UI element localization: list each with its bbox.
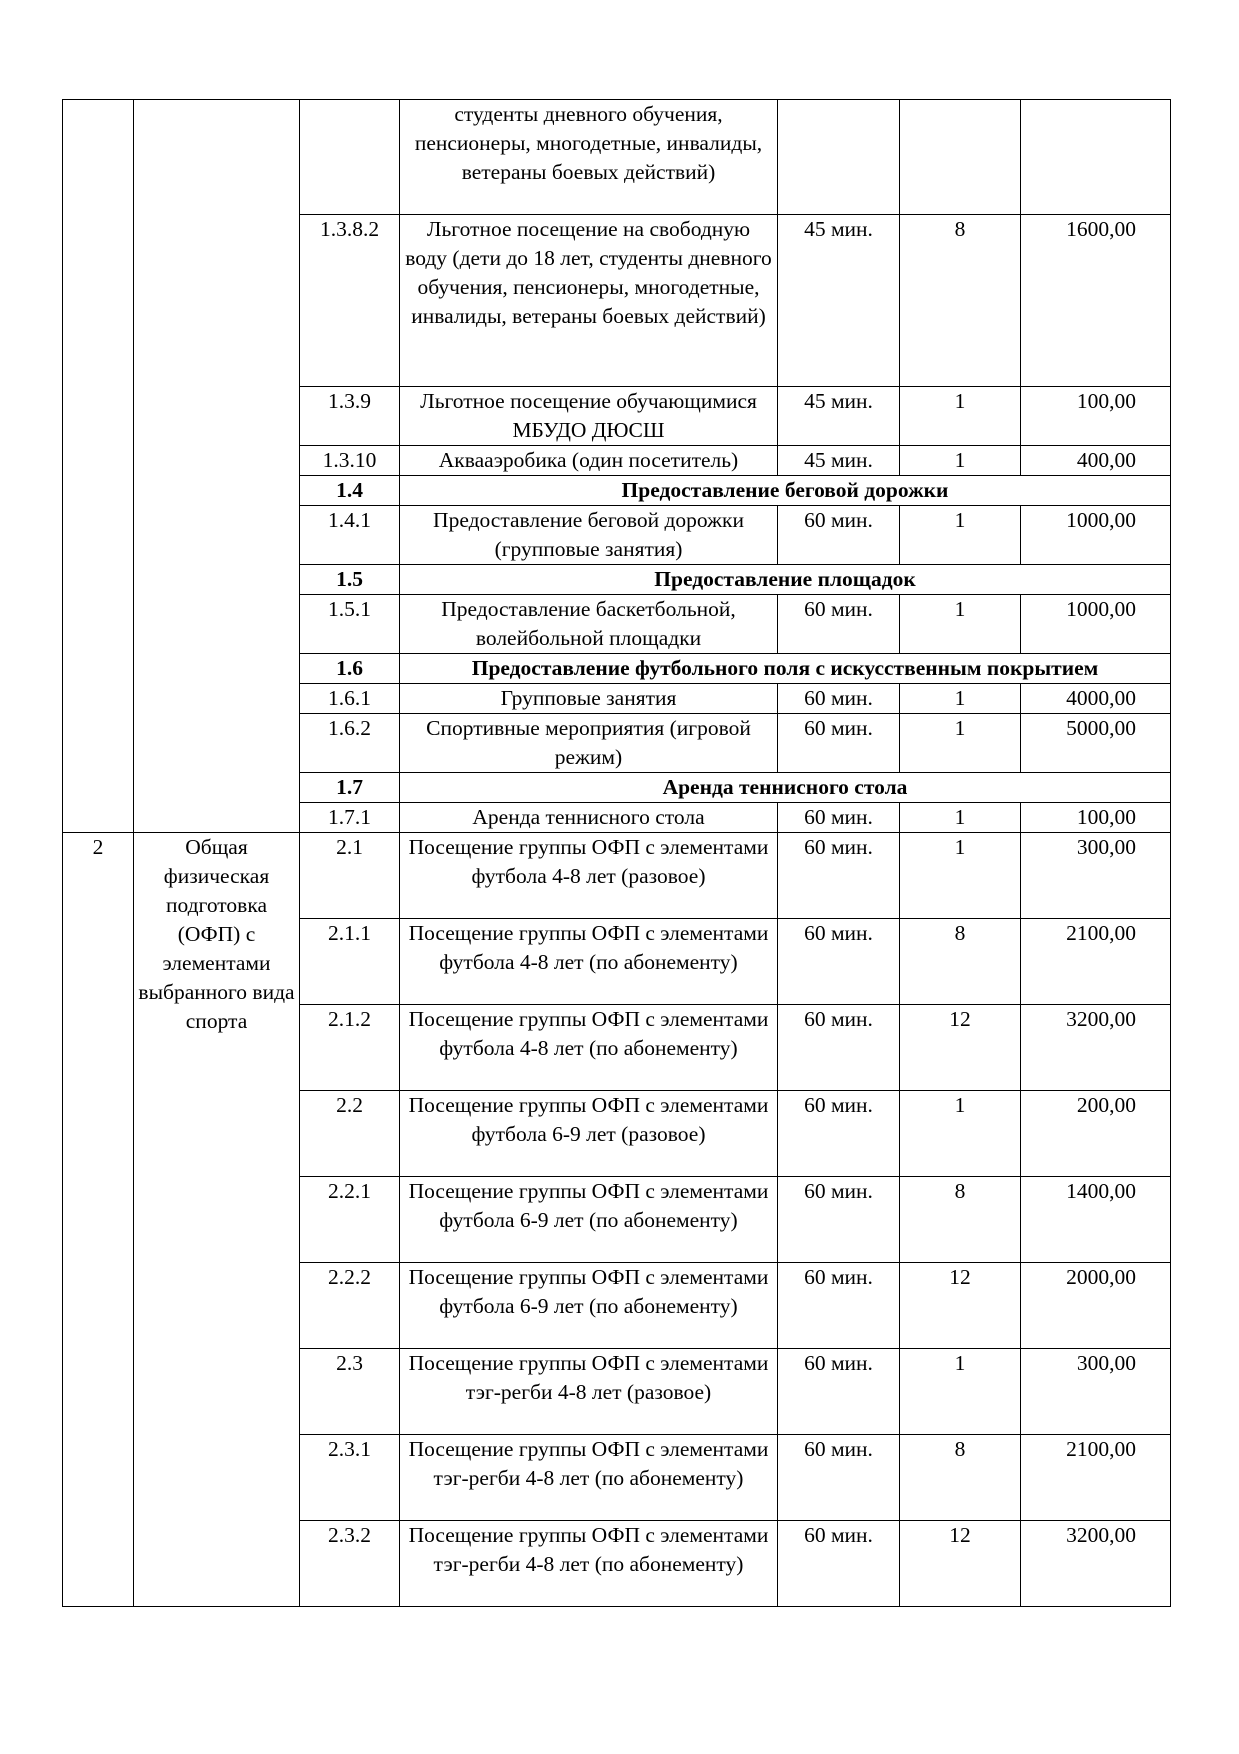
code-cell: 1.6.1 bbox=[300, 684, 400, 714]
duration-cell: 45 мин. bbox=[778, 387, 900, 446]
service-cell: Посещение группы ОФП с элементами футбола 4-8 лет (по абонементу) bbox=[400, 919, 778, 1005]
visits-cell: 1 bbox=[900, 387, 1021, 446]
table-row bbox=[63, 100, 1171, 215]
price-cell: 200,00 bbox=[1021, 1091, 1171, 1177]
code-cell: 2.2 bbox=[300, 1091, 400, 1177]
price-cell: 400,00 bbox=[1021, 446, 1171, 476]
service-cell: Предоставление баскетбольной, волейбольной площадки bbox=[400, 595, 778, 654]
section-code-cell: 1.5 bbox=[300, 565, 400, 595]
service-cell: Посещение группы ОФП с элементами футбола 4-8 лет (разовое) bbox=[400, 833, 778, 919]
service-cell: Посещение группы ОФП с элементами тэг-регби 4-8 лет (по абонементу) bbox=[400, 1521, 778, 1607]
service-cell: Посещение группы ОФП с элементами тэг-регби 4-8 лет (разовое) bbox=[400, 1349, 778, 1435]
duration-cell: 60 мин. bbox=[778, 1091, 900, 1177]
visits-cell: 1 bbox=[900, 803, 1021, 833]
visits-cell: 8 bbox=[900, 1177, 1021, 1263]
price-cell bbox=[1021, 100, 1171, 215]
price-cell: 300,00 bbox=[1021, 833, 1171, 919]
visits-cell: 12 bbox=[900, 1263, 1021, 1349]
service-cell: Льготное посещение на свободную воду (дети до 18 лет, студенты дневного обучения, пенсионеры, многодетные, инвалиды, ветераны боевых действий) bbox=[400, 215, 778, 387]
service-cell: Посещение группы ОФП с элементами футбола 6-9 лет (разовое) bbox=[400, 1091, 778, 1177]
code-cell: 1.3.10 bbox=[300, 446, 400, 476]
section-title-cell: Аренда теннисного стола bbox=[400, 773, 1171, 803]
price-cell: 3200,00 bbox=[1021, 1521, 1171, 1607]
duration-cell: 60 мин. bbox=[778, 1435, 900, 1521]
service-cell: Предоставление беговой дорожки (групповые занятия) bbox=[400, 506, 778, 565]
price-cell: 4000,00 bbox=[1021, 684, 1171, 714]
duration-cell: 60 мин. bbox=[778, 1263, 900, 1349]
service-cell: Аренда теннисного стола bbox=[400, 803, 778, 833]
duration-cell: 60 мин. bbox=[778, 1349, 900, 1435]
visits-cell: 1 bbox=[900, 684, 1021, 714]
price-cell: 1000,00 bbox=[1021, 595, 1171, 654]
duration-cell: 60 мин. bbox=[778, 1521, 900, 1607]
group-name-cell bbox=[134, 100, 300, 833]
visits-cell: 8 bbox=[900, 919, 1021, 1005]
visits-cell: 1 bbox=[900, 1091, 1021, 1177]
service-cell: Посещение группы ОФП с элементами тэг-регби 4-8 лет (по абонементу) bbox=[400, 1435, 778, 1521]
service-cell: Льготное посещение обучающимися МБУДО ДЮСШ bbox=[400, 387, 778, 446]
service-cell: Посещение группы ОФП с элементами футбола 4-8 лет (по абонементу) bbox=[400, 1005, 778, 1091]
code-cell: 1.5.1 bbox=[300, 595, 400, 654]
visits-cell: 12 bbox=[900, 1521, 1021, 1607]
code-cell: 2.2.2 bbox=[300, 1263, 400, 1349]
group-number-cell bbox=[63, 100, 134, 833]
price-cell: 1400,00 bbox=[1021, 1177, 1171, 1263]
duration-cell: 60 мин. bbox=[778, 803, 900, 833]
visits-cell: 1 bbox=[900, 714, 1021, 773]
duration-cell: 60 мин. bbox=[778, 714, 900, 773]
code-cell: 2.1.2 bbox=[300, 1005, 400, 1091]
service-cell: Спортивные мероприятия (игровой режим) bbox=[400, 714, 778, 773]
price-cell: 300,00 bbox=[1021, 1349, 1171, 1435]
duration-cell: 60 мин. bbox=[778, 595, 900, 654]
code-cell: 1.4.1 bbox=[300, 506, 400, 565]
code-cell: 1.6.2 bbox=[300, 714, 400, 773]
code-cell: 2.2.1 bbox=[300, 1177, 400, 1263]
service-cell: Посещение группы ОФП с элементами футбола 6-9 лет (по абонементу) bbox=[400, 1263, 778, 1349]
service-cell: Посещение группы ОФП с элементами футбола 6-9 лет (по абонементу) bbox=[400, 1177, 778, 1263]
price-cell: 2000,00 bbox=[1021, 1263, 1171, 1349]
section-title-cell: Предоставление беговой дорожки bbox=[400, 476, 1171, 506]
duration-cell: 60 мин. bbox=[778, 506, 900, 565]
price-cell: 100,00 bbox=[1021, 387, 1171, 446]
visits-cell bbox=[900, 100, 1021, 215]
duration-cell bbox=[778, 100, 900, 215]
duration-cell: 60 мин. bbox=[778, 1177, 900, 1263]
section-code-cell: 1.4 bbox=[300, 476, 400, 506]
price-cell: 100,00 bbox=[1021, 803, 1171, 833]
price-cell: 1000,00 bbox=[1021, 506, 1171, 565]
section-code-cell: 1.7 bbox=[300, 773, 400, 803]
duration-cell: 45 мин. bbox=[778, 446, 900, 476]
group-name-cell: Общая физическая подготовка (ОФП) с элементами выбранного вида спорта bbox=[134, 833, 300, 1607]
code-cell bbox=[300, 100, 400, 215]
visits-cell: 1 bbox=[900, 506, 1021, 565]
code-cell: 2.3.2 bbox=[300, 1521, 400, 1607]
code-cell: 2.3 bbox=[300, 1349, 400, 1435]
price-cell: 2100,00 bbox=[1021, 919, 1171, 1005]
service-cell: студенты дневного обучения, пенсионеры, многодетные, инвалиды, ветераны боевых действий) bbox=[400, 100, 778, 215]
duration-cell: 60 мин. bbox=[778, 1005, 900, 1091]
duration-cell: 45 мин. bbox=[778, 215, 900, 387]
code-cell: 1.7.1 bbox=[300, 803, 400, 833]
visits-cell: 1 bbox=[900, 1349, 1021, 1435]
code-cell: 1.3.9 bbox=[300, 387, 400, 446]
price-cell: 5000,00 bbox=[1021, 714, 1171, 773]
service-cell: Аквааэробика (один посетитель) bbox=[400, 446, 778, 476]
price-table bbox=[62, 99, 1171, 1607]
duration-cell: 60 мин. bbox=[778, 919, 900, 1005]
duration-cell: 60 мин. bbox=[778, 833, 900, 919]
price-cell: 2100,00 bbox=[1021, 1435, 1171, 1521]
duration-cell: 60 мин. bbox=[778, 684, 900, 714]
visits-cell: 12 bbox=[900, 1005, 1021, 1091]
visits-cell: 8 bbox=[900, 215, 1021, 387]
code-cell: 2.3.1 bbox=[300, 1435, 400, 1521]
code-cell: 2.1 bbox=[300, 833, 400, 919]
section-code-cell: 1.6 bbox=[300, 654, 400, 684]
section-title-cell: Предоставление футбольного поля с искусственным покрытием bbox=[400, 654, 1171, 684]
price-cell: 3200,00 bbox=[1021, 1005, 1171, 1091]
visits-cell: 1 bbox=[900, 595, 1021, 654]
table-row bbox=[63, 833, 1171, 919]
visits-cell: 1 bbox=[900, 446, 1021, 476]
code-cell: 2.1.1 bbox=[300, 919, 400, 1005]
visits-cell: 1 bbox=[900, 833, 1021, 919]
price-cell: 1600,00 bbox=[1021, 215, 1171, 387]
section-title-cell: Предоставление площадок bbox=[400, 565, 1171, 595]
group-number-cell: 2 bbox=[63, 833, 134, 1607]
code-cell: 1.3.8.2 bbox=[300, 215, 400, 387]
visits-cell: 8 bbox=[900, 1435, 1021, 1521]
service-cell: Групповые занятия bbox=[400, 684, 778, 714]
